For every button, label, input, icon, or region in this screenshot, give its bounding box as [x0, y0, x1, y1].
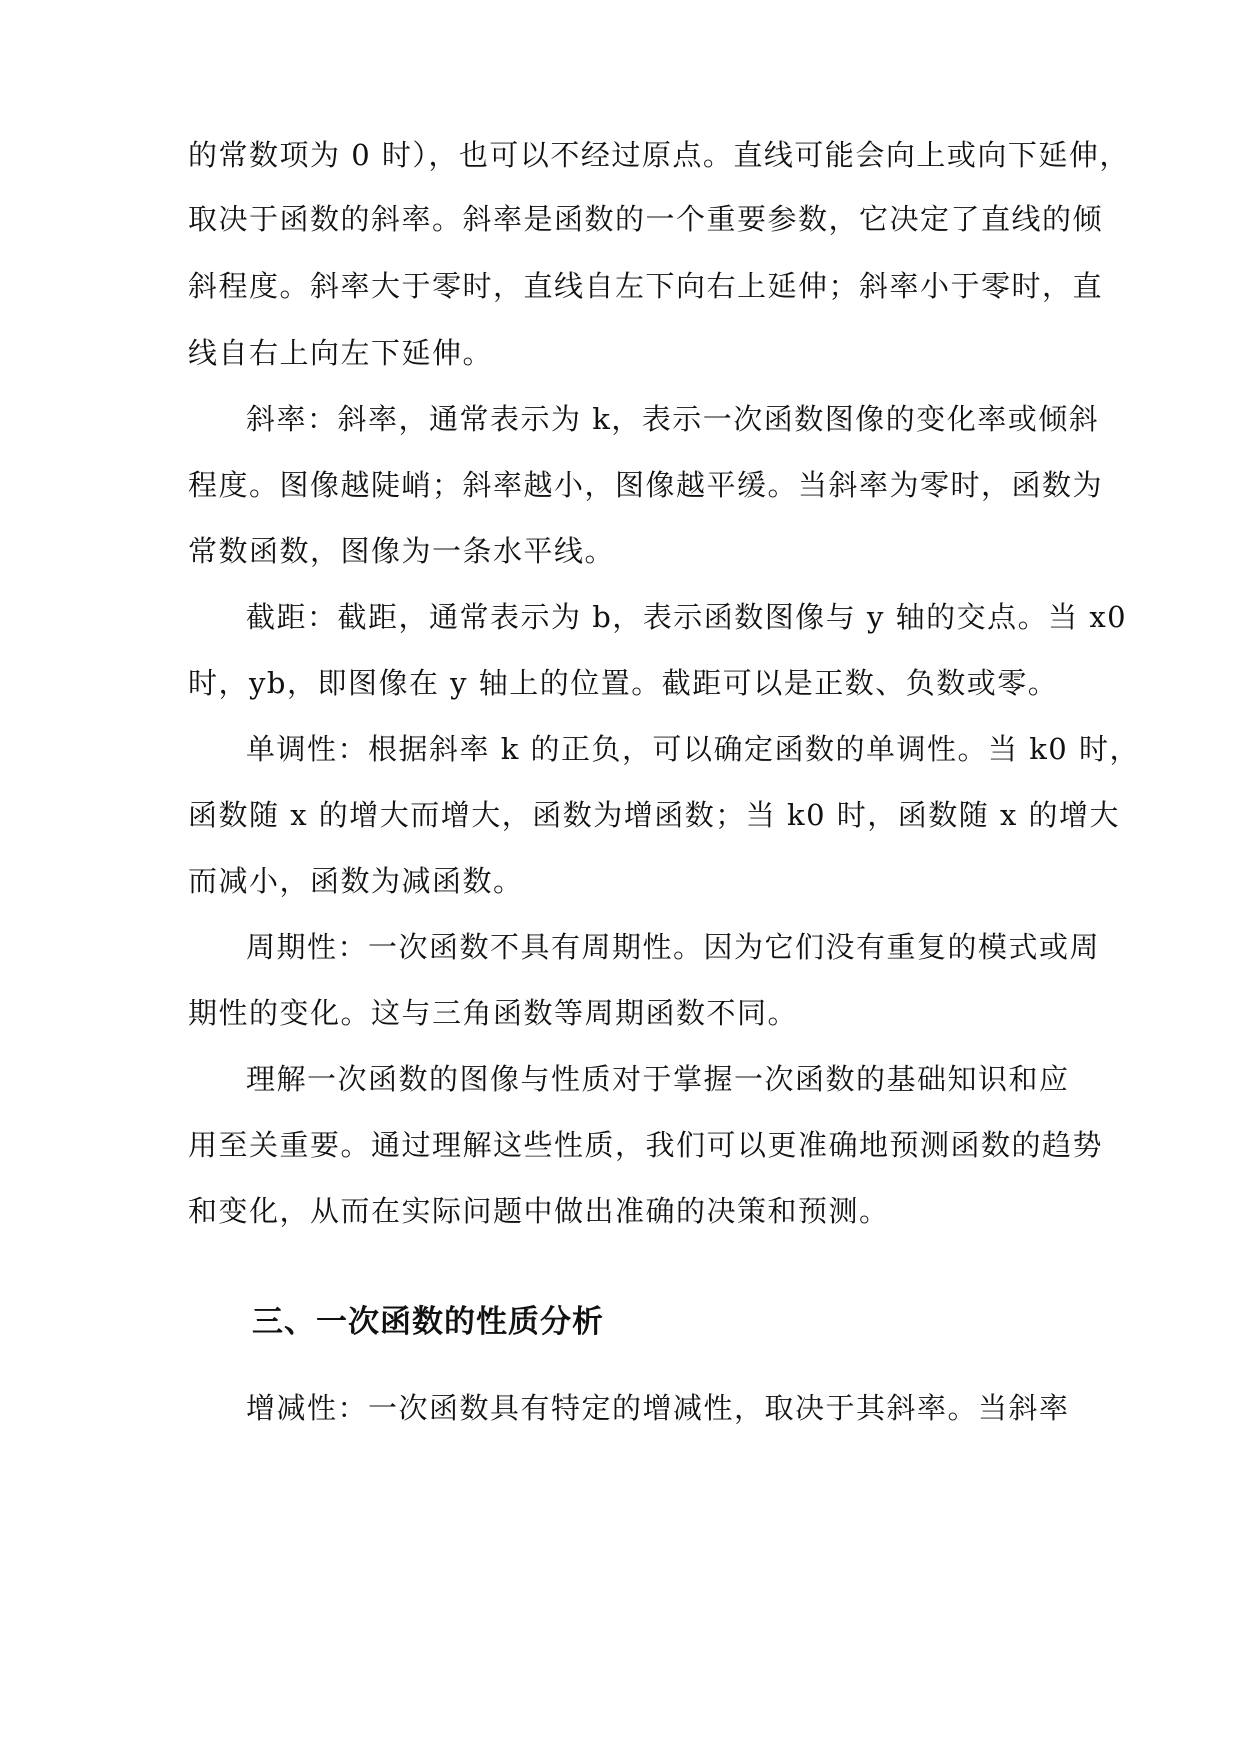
paragraph-line: 函数随 x 的增大而增大，函数为增函数；当 k0 时，函数随 x 的增大	[188, 798, 1121, 832]
paragraph-line: 截距：截距，通常表示为 b，表示函数图像与 y 轴的交点。当 x0	[246, 600, 1128, 634]
paragraph-line: 而减小，函数为减函数。	[188, 864, 524, 898]
paragraph-line: 常数函数，图像为一条水平线。	[188, 534, 616, 568]
section-heading: 三、一次函数的性质分析	[252, 1304, 604, 1340]
paragraph-line: 理解一次函数的图像与性质对于掌握一次函数的基础知识和应	[246, 1062, 1070, 1096]
paragraph-line: 程度。图像越陡峭；斜率越小，图像越平缓。当斜率为零时，函数为	[188, 468, 1104, 502]
paragraph-line: 增减性：一次函数具有特定的增减性，取决于其斜率。当斜率	[246, 1391, 1070, 1425]
paragraph-line: 取决于函数的斜率。斜率是函数的一个重要参数，它决定了直线的倾	[188, 202, 1104, 236]
paragraph-line: 单调性：根据斜率 k 的正负，可以确定函数的单调性。当 k0 时，	[246, 732, 1140, 766]
paragraph-line: 和变化，从而在实际问题中做出准确的决策和预测。	[188, 1194, 890, 1228]
paragraph-line: 期性的变化。这与三角函数等周期函数不同。	[188, 996, 799, 1030]
paragraph-line: 时，yb，即图像在 y 轴上的位置。截距可以是正数、负数或零。	[188, 666, 1059, 700]
paragraph-line: 线自右上向左下延伸。	[188, 336, 494, 370]
paragraph-line: 的常数项为 0 时），也可以不经过原点。直线可能会向上或向下延伸，	[188, 138, 1130, 172]
paragraph-line: 斜程度。斜率大于零时，直线自左下向右上延伸；斜率小于零时，直	[188, 269, 1104, 303]
paragraph-line: 用至关重要。通过理解这些性质，我们可以更准确地预测函数的趋势	[188, 1128, 1104, 1162]
paragraph-line: 周期性：一次函数不具有周期性。因为它们没有重复的模式或周	[246, 930, 1101, 964]
paragraph-line: 斜率：斜率，通常表示为 k，表示一次函数图像的变化率或倾斜	[246, 402, 1100, 436]
